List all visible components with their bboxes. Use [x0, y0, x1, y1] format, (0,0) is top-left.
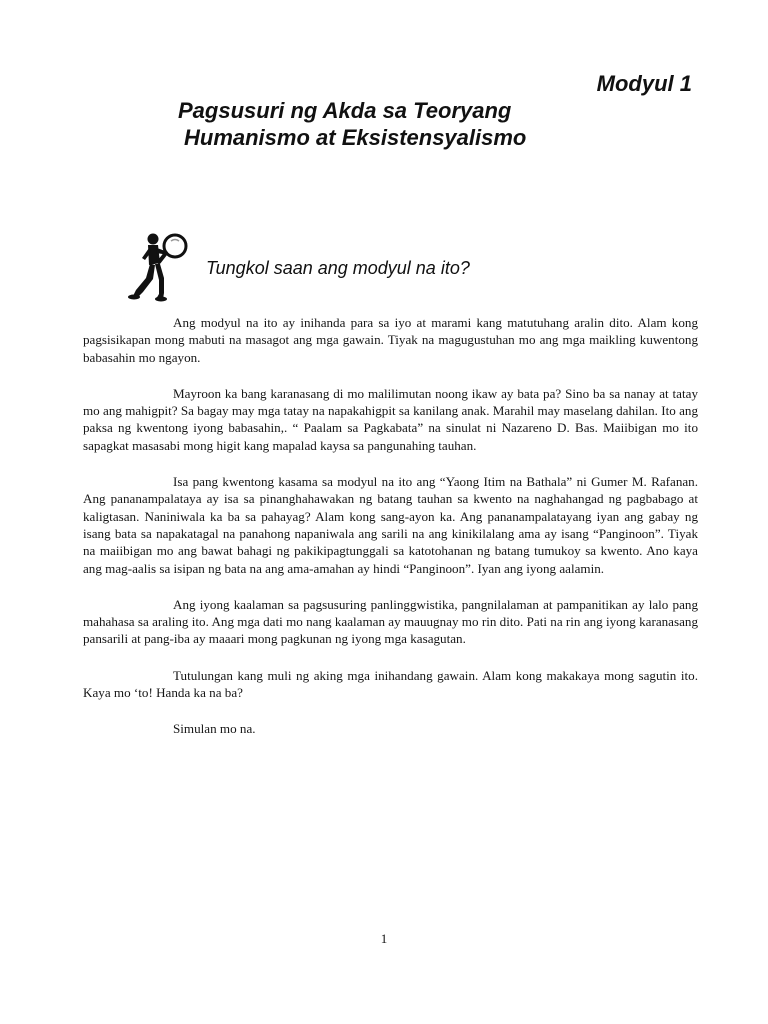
- paragraph: Tutulungan kang muli ng aking mga inihandang gawain. Alam kong makakaya mong sagutin ito. Kaya mo ‘to! Handa ka na ba?: [83, 667, 698, 701]
- paragraph: Mayroon ka bang karanasang di mo malilimutan noong ikaw ay bata pa? Sino ba sa nanay at tatay mo ang mahigpit? Sa bagay may mga tatay na napakahigpit sa kanilang anak. Marahil may maselang dahilan. Ito ang paksa ng kwentong iyong babasahin,. “ Paalam sa Pagkabata” na sinulat ni Nazareno D. Bas. Maiibigan mo ito sapagkat masasabi mong higit kang mapalad kaysa sa pangunahing tauhan.: [83, 385, 698, 453]
- module-title-line-2: Humanismo at Eksistensyalismo: [184, 125, 527, 150]
- paragraph: Ang iyong kaalaman sa pagsusuring panlinggwistika, pangnilalaman at pampanitikan ay lalo pang mahahasa sa araling ito. Ang mga dati mo nang kaalaman ay mauugnay mo rin dito. Pati na rin ang iyong karanasang pansarili at pang-iba ay maaari mong pagkunan ng iyong mga kasagutan.: [83, 596, 698, 647]
- person-with-magnifying-glass-icon: [122, 230, 192, 302]
- paragraph: Ang modyul na ito ay inihanda para sa iyo at marami kang matutuhang aralin dito. Alam kong pagsisikapan mong mabuti na masagot ang mga gawain. Tiyak na magugustuhan mo ang mga maikling kuwentong babasahin mo ngayon.: [83, 315, 698, 365]
- module-number: Modyul 1: [596, 71, 692, 96]
- section-title: Tungkol saan ang modyul na ito?: [206, 258, 470, 278]
- paragraph: Simulan mo na.: [173, 721, 256, 737]
- paragraph: Isa pang kwentong kasama sa modyul na ito ang “Yaong Itim na Bathala” ni Gumer M. Rafanan. Ang pananampalataya ay isa sa pinanghahawakan ng batang tauhan sa kwento na naghahangad ng pagbabago at kaligtasan. Naniniwala ka ba sa pahayag? Alam kong sang-ayon ka. Ang pananampalatayang iyan ang gabay ng isang bata sa napakatagal na panahong napaniwala ang sarili na ang kinikilalang ama ay isang “Panginoon”. Tiyak na maiibigan mo ang bawat bahagi ng pakikipagtunggali sa katotohanan ng batang tumukoy sa kwento. Ano kaya ang mag-aalis sa isipan ng bata na ang ama-amahan ay hindi “Panginoon”. Iyan ang iyong aalamin.: [83, 474, 698, 576]
- page-number: 1: [380, 931, 388, 946]
- module-header: [172, 70, 692, 151]
- body-text: [83, 314, 698, 757]
- module-title-line-1: Pagsusuri ng Akda sa Teoryang: [178, 98, 512, 123]
